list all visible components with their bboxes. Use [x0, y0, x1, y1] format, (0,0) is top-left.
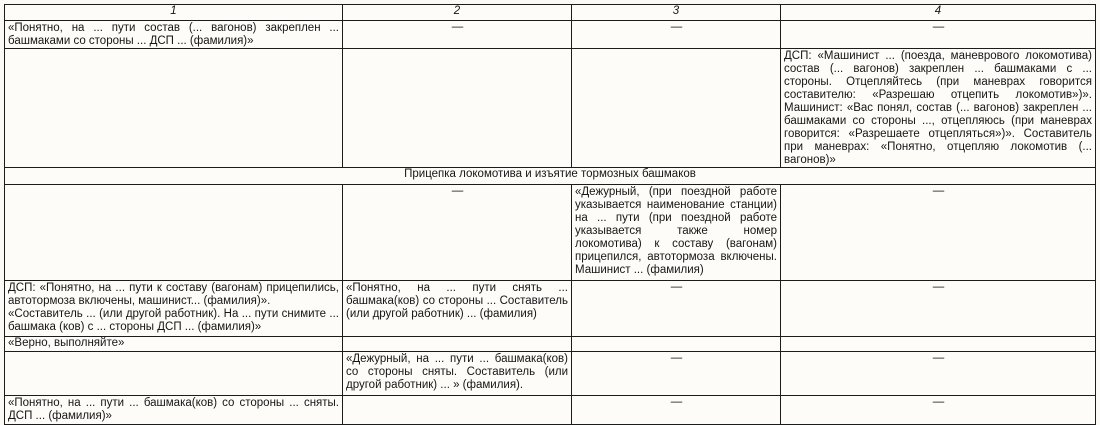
cell-r2-c1-empty	[5, 49, 343, 168]
table-row	[5, 49, 1096, 168]
cell-paragraph: ДСП: «Понятно, на ... пути к составу (вагонам) прицепились, автотормоза включены, машинист... (фамилия)».	[8, 282, 339, 307]
column-header-3: 3	[572, 5, 781, 21]
table-row	[5, 337, 1096, 352]
cell-r5-c3-empty	[572, 337, 781, 352]
cell-r6-c1-empty	[5, 352, 343, 396]
scanned-page	[4, 4, 1095, 422]
cell-r4-c4-dash: —	[781, 281, 1096, 337]
cell-r5-c4-empty	[781, 337, 1096, 352]
column-header-2: 2	[343, 5, 572, 21]
table-row	[5, 352, 1096, 396]
cell-r4-c2: «Понятно, на ... пути снять ... башмака(ков) со стороны ... Составитель (или другой работник) ... (фамилия)	[343, 281, 572, 337]
cell-r5-c1: «Верно, выполняйте»	[5, 337, 343, 352]
cell-r1-c3-dash: —	[572, 21, 781, 49]
table-row	[5, 396, 1096, 425]
column-header-1: 1	[5, 5, 343, 21]
cell-r3-c2-dash: —	[343, 185, 572, 281]
cell-r7-c2-empty	[343, 396, 572, 425]
cell-r1-c2-dash: —	[343, 21, 572, 49]
cell-r7-c4-dash: —	[781, 396, 1096, 425]
cell-r7-c3-dash: —	[572, 396, 781, 425]
cell-r3-c3: «Дежурный, (при поездной работе указывается наименование станции) на ... пути (при поездной работе указывается также номер локомотива) к составу (вагонам) прицепился, автотормоза включены. Машинист ... (фамилия)	[572, 185, 781, 281]
table-row	[5, 281, 1096, 337]
section-header-row	[5, 168, 1096, 185]
cell-r2-c2-empty	[343, 49, 572, 168]
cell-r6-c3-dash: —	[572, 352, 781, 396]
cell-r7-c1: «Понятно, на ... пути ... башмака(ков) со стороны ... сняты. ДСП ... (фамилия)»	[5, 396, 343, 425]
table-row	[5, 185, 1096, 281]
cell-r1-c4-dash: —	[781, 21, 1096, 49]
column-header-4: 4	[781, 5, 1096, 21]
cell-r2-c3-empty	[572, 49, 781, 168]
cell-r2-c4: ДСП: «Машинист ... (поезда, маневрового локомотива) состав (... вагонов) закреплен ... башмаками с ... стороны. Отцепляйтесь (при маневрах говорится составителю: «Разрешаю отцепить локомотив»)». Машинист: «Вас понял, состав (... вагонов) закреплен ... башмаками со стороны ..., отцепляюсь (при маневрах говорится: «Разрешаете отцепляться»)». Составитель при маневрах: «Понятно, отцепляю локомотив (... вагонов)»	[781, 49, 1096, 168]
cell-r3-c1-empty	[5, 185, 343, 281]
cell-paragraph: «Составитель ... (или другой работник). На ... пути снимите ... башмака (ков) с ... стороны ДСП ... (фамилия)»	[8, 308, 339, 333]
cell-r5-c2-empty	[343, 337, 572, 352]
cell-r1-c1: «Понятно, на ... пути состав (... вагонов) закреплен ... башмаками со стороны ... ДСП ... (фамилия)»	[5, 21, 343, 49]
cell-r6-c4-dash: —	[781, 352, 1096, 396]
column-header-row	[5, 5, 1096, 21]
cell-r3-c4-dash: —	[781, 185, 1096, 281]
cell-r4-c3-dash: —	[572, 281, 781, 337]
table-row	[5, 21, 1096, 49]
cell-r6-c2: «Дежурный, на ... пути ... башмака(ков) со стороны сняты. Составитель (или другой работник) ... » (фамилия).	[343, 352, 572, 396]
cell-r4-c1	[5, 281, 343, 337]
section-title: Прицепка локомотива и изъятие тормозных башмаков	[5, 168, 1096, 185]
dialogue-regulations-table	[4, 4, 1096, 425]
